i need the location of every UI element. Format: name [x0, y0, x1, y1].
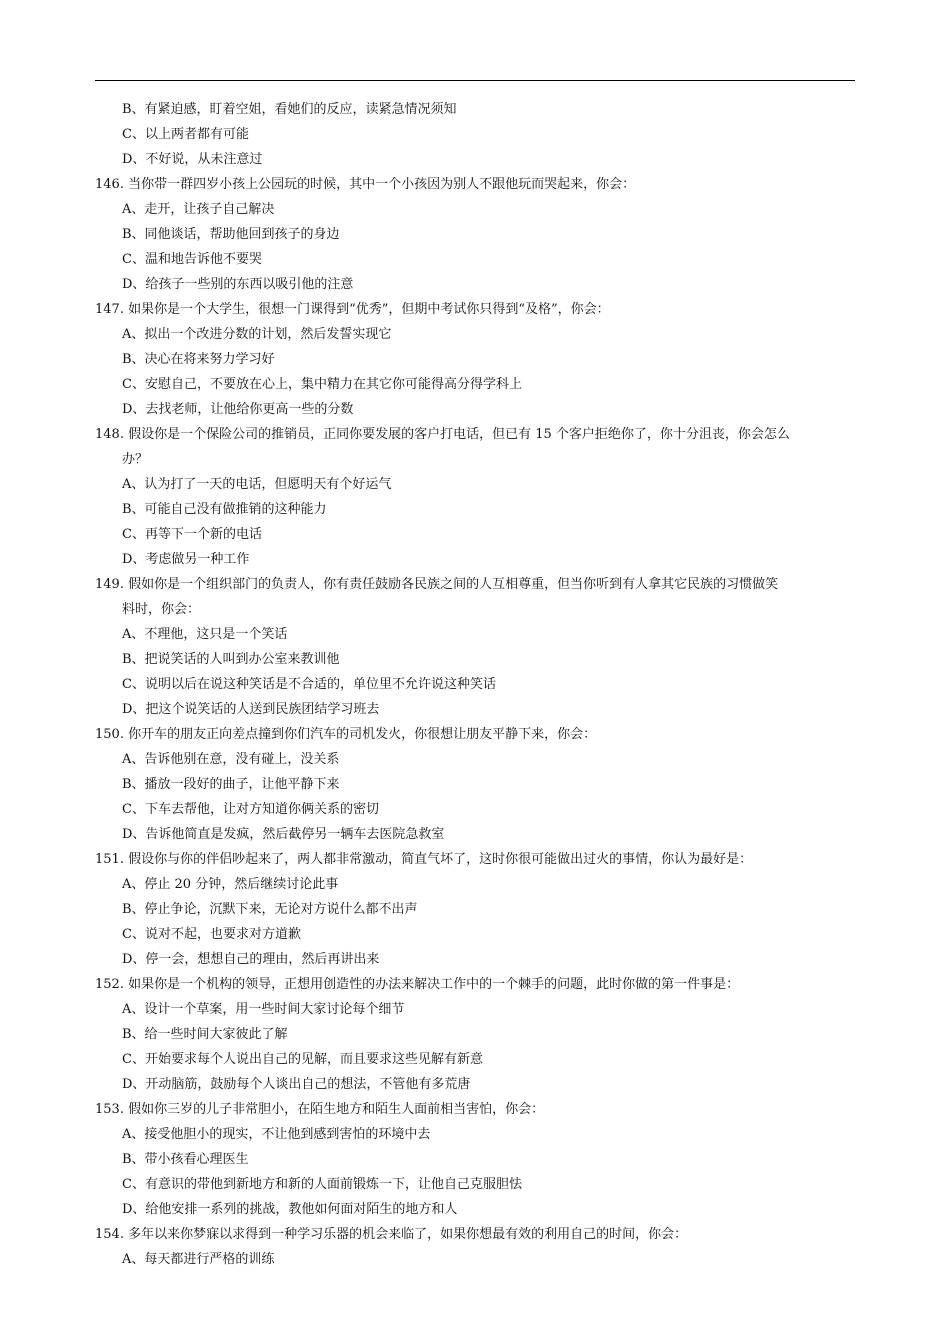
option-line: A、设计一个草案，用一些时间大家讨论每个细节	[122, 1002, 405, 1017]
option-line: C、有意识的带他到新地方和新的人面前锻炼一下，让他自己克服胆怯	[122, 1177, 522, 1192]
question-line: 152. 如果你是一个机构的领导，正想用创造性的办法来解决工作中的一个棘手的问题，此时你做的第一件事是：	[95, 977, 740, 992]
option-line: B、决心在将来努力学习好	[122, 352, 275, 367]
option-line: C、温和地告诉他不要哭	[122, 252, 262, 267]
option-line: B、停止争论，沉默下来，无论对方说什么都不出声	[122, 902, 418, 917]
option-line: A、拟出一个改进分数的计划，然后发誓实现它	[122, 327, 392, 342]
question-line: 146. 当你带一群四岁小孩上公园玩的时候，其中一个小孩因为别人不跟他玩而哭起来，你会：	[95, 177, 636, 192]
option-line: D、把这个说笑话的人送到民族团结学习班去	[122, 702, 380, 717]
option-line: C、说明以后在说这种笑话是不合适的，单位里不允许说这种笑话	[122, 677, 496, 692]
question-line: 153. 假如你三岁的儿子非常胆小，在陌生地方和陌生人面前相当害怕，你会：	[95, 1102, 545, 1117]
option-line: A、告诉他别在意，没有碰上，没关系	[122, 752, 340, 767]
option-line: D、不好说，从未注意过	[122, 152, 263, 167]
question-continuation: 办？	[122, 452, 149, 467]
option-line: B、带小孩看心理医生	[122, 1152, 249, 1167]
option-line: B、播放一段好的曲子，让他平静下来	[122, 777, 340, 792]
header-rule	[95, 80, 855, 81]
question-line: 150. 你开车的朋友正向差点撞到你们汽车的司机发火，你很想让朋友平静下来，你会：	[95, 727, 597, 742]
option-line: C、以上两者都有可能	[122, 127, 249, 142]
question-line: 148. 假设你是一个保险公司的推销员，正同你要发展的客户打电话，但已有 15 个客户拒绝你了，你十分沮丧，你会怎么	[95, 427, 790, 442]
option-line: A、走开，让孩子自己解决	[122, 202, 275, 217]
option-line: C、安慰自己，不要放在心上，集中精力在其它你可能得高分得学科上	[122, 377, 522, 392]
option-line: C、开始要求每个人说出自己的见解，而且要求这些见解有新意	[122, 1052, 483, 1067]
question-line: 154. 多年以来你梦寐以求得到一种学习乐器的机会来临了，如果你想最有效的利用自己的时间，你会：	[95, 1227, 688, 1242]
option-line: A、不理他，这只是一个笑话	[122, 627, 288, 642]
option-line: B、把说笑话的人叫到办公室来教训他	[122, 652, 340, 667]
option-line: D、去找老师，让他给你更高一些的分数	[122, 402, 354, 417]
option-line: C、说对不起，也要求对方道歉	[122, 927, 301, 942]
option-line: D、告诉他简直是发疯，然后截停另一辆车去医院急救室	[122, 827, 445, 842]
option-line: C、下车去帮他，让对方知道你俩关系的密切	[122, 802, 379, 817]
option-line: B、有紧迫感，盯着空姐，看她们的反应，读紧急情况须知	[122, 102, 457, 117]
option-line: A、接受他胆小的现实，不让他到感到害怕的环境中去	[122, 1127, 431, 1142]
option-line: B、同他谈话，帮助他回到孩子的身边	[122, 227, 340, 242]
option-line: A、认为打了一天的电话，但愿明天有个好运气	[122, 477, 392, 492]
option-line: D、给孩子一些别的东西以吸引他的注意	[122, 277, 354, 292]
question-line: 149. 假如你是一个组织部门的负责人，你有责任鼓励各民族之间的人互相尊重，但当你听到有人拿其它民族的习惯做笑	[95, 577, 779, 592]
option-line: A、每天都进行严格的训练	[122, 1252, 275, 1267]
option-line: D、考虑做另一种工作	[122, 552, 250, 567]
document-body	[95, 97, 860, 1272]
question-continuation: 料时，你会：	[122, 602, 201, 617]
question-line: 147. 如果你是一个大学生，很想一门课得到“优秀”，但期中考试你只得到“及格”，你会：	[95, 302, 610, 317]
option-line: B、给一些时间大家彼此了解	[122, 1027, 288, 1042]
option-line: C、再等下一个新的电话	[122, 527, 262, 542]
question-line: 151. 假设你与你的伴侣吵起来了，两人都非常激动，简直气坏了，这时你很可能做出过火的事情，你认为最好是：	[95, 852, 753, 867]
option-line: D、开动脑筋，鼓励每个人谈出自己的想法，不管他有多荒唐	[122, 1077, 471, 1092]
option-line: D、停一会，想想自己的理由，然后再讲出来	[122, 952, 380, 967]
option-line: B、可能自己没有做推销的这种能力	[122, 502, 327, 517]
option-line: D、给他安排一系列的挑战，教他如何面对陌生的地方和人	[122, 1202, 458, 1217]
option-line: A、停止 20 分钟，然后继续讨论此事	[122, 877, 339, 892]
